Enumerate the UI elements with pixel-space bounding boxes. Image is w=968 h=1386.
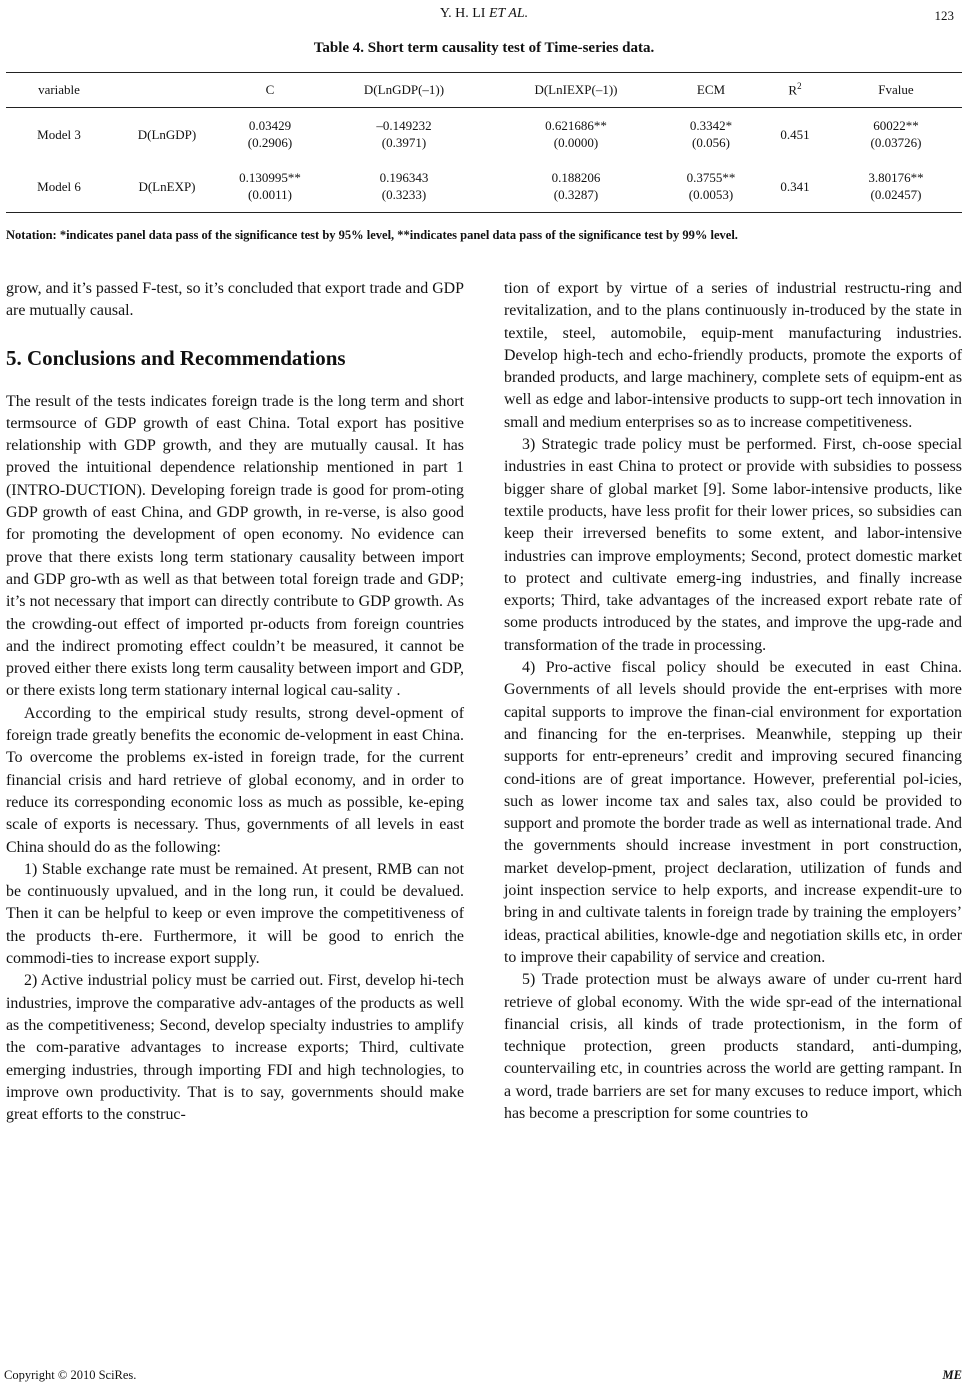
table-row — [6, 160, 962, 213]
causality-table — [6, 72, 962, 213]
table-caption: Table 4. Short term causality test of Time-series data. — [313, 40, 655, 56]
header-cell: D(LnGDP(–1)) — [363, 82, 445, 97]
table-row — [6, 108, 962, 161]
table-cell — [490, 160, 662, 213]
coef: 0.621686** — [545, 118, 607, 133]
p-value: (0.3971) — [381, 135, 427, 150]
coef: 60022** — [873, 118, 919, 133]
p-value: (0.0053) — [688, 187, 734, 202]
paragraph: 4) Pro-active fiscal policy should be executed in east China. Governments of all levels should provide the ent-erprises with more capital supports to improve the finan-cial environment for exportation and financing for the en-terprises. Meanwhile, stepping up their supports for entr-epreneurs’ credit and improving secured financing cond-itions are of great importance. However, preferential pol-icies, such as lower income tax and sales tax, also could be provided to support and promote the border trade as well as international trade. And the governments should increase investment in port construction, market develop-pment, project declaration, utilization of funds and joint inspection service to help exports, and increase expendit-ure to bring in and cultivate talents in foreign trade by training the employers’ ideas, practical abilities, knowle-dge and negotiation skills etc, in order to improve their capability of service and creation. — [504, 659, 962, 966]
p-value: (0.2906) — [247, 135, 293, 150]
p-value: (0.0011) — [248, 187, 292, 202]
right-column — [504, 278, 962, 1125]
header-cell: ECM — [696, 82, 726, 97]
coef: –0.149232 — [376, 118, 432, 133]
paragraph: 2) Active industrial policy must be carried out. First, develop hi-tech industries, improve the comparative adv-antages of the products as well as the competitiveness; Second, develop specialty industries to amplify the com-parative advantages to increase exports; Third, cultivate emerging industries, through importing FDI and high technologies, to improve own productivity. That is to say, governments should make great efforts to the construc- — [6, 972, 464, 1124]
header-cell: Fvalue — [878, 82, 914, 97]
paragraph: 1) Stable exchange rate must be remained. At present, RMB can not be continuously upvalued, and in the long run, it could be devalued. Then it can be helpful to keep or even improve the competitiveness of the products th-ere. Furthermore, it will be good to enrich the commodi-ties to increase export supply. — [6, 860, 464, 968]
paragraph: According to the empirical study results, strong devel-opment of foreign trade greatly benefits the economic de-velopment in east China. To overcome the problems ex-isted in foreign trade, for the current financial crisis and hard retrieve of global economy, and in order to reduce its corresponding economic loss as much as possible, ke-eping scale of exports is necessary. Thus, governments of all levels in east China should do as the following: — [6, 704, 464, 856]
table-cell — [490, 108, 662, 161]
header-cell: variable — [38, 82, 80, 97]
r-superscript: 2 — [797, 81, 802, 92]
table-header-row — [6, 73, 962, 108]
table-cell — [662, 108, 760, 161]
p-value: (0.03726) — [870, 135, 922, 150]
p-value: (0.056) — [692, 135, 730, 150]
model-label: Model 6 — [37, 178, 81, 194]
p-value: (0.0000) — [553, 135, 599, 150]
paragraph: 3) Strategic trade policy must be performed. First, ch-oose special industries in east China to protect or provide with subsidies to possess bigger share of global market [9]. Some labor-intensive products, like textile products, have less profit for their lower prices, so subsidies can keep their irreversed benefits to some extent, and labor-intensive industries can improve employments; Second, protect domestic market to protect and cultivate emerg-ing industries, and finally increase exports; Third, take advantages of the increased export rebate rate of some products introduced by the states, and improve the upg-rade and transformation of the trade in processing. — [504, 436, 962, 654]
table-cell — [222, 108, 318, 161]
header-cell — [112, 73, 222, 108]
header-cell: C — [265, 82, 275, 97]
table-cell — [222, 160, 318, 213]
et-al: ET AL. — [488, 6, 529, 21]
p-value: (0.3233) — [381, 187, 427, 202]
page-number: 123 — [934, 8, 954, 23]
paragraph: 5) Trade protection must be always aware of under cu-rrent hard retrieve of global economy. With the wide spr-ead of the international financial crisis, all kinds of trade protectionism, in the form of technique protection, green products standard, anti-dumping, countervailing etc, in countries across the world are getting rampant. In a word, trade barriers are set for many excuses to reduce import, which has become a prescription for some countries to — [504, 971, 962, 1122]
header-cell-r2 — [760, 73, 830, 108]
model-label: Model 3 — [37, 126, 81, 142]
coef: 0.130995** — [239, 170, 301, 185]
paragraph: grow, and it’s passed F-test, so it’s concluded that export trade and GDP are mutually causal. — [6, 280, 464, 320]
header-cell: D(LnIEXP(–1)) — [534, 82, 618, 97]
running-head-authors — [0, 6, 968, 22]
dependent-variable: D(LnGDP) — [137, 126, 197, 142]
coef: 3.80176** — [868, 170, 924, 185]
coef: 0.3755** — [686, 170, 736, 185]
page-header — [0, 6, 968, 26]
r-label: R — [788, 82, 798, 98]
section-heading: 5. Conclusions and Recommendations — [6, 345, 346, 370]
table-cell — [830, 160, 962, 213]
copyright-notice: Copyright © 2010 SciRes. — [4, 1368, 137, 1382]
coef: 0.196343 — [379, 170, 429, 185]
journal-abbrev: ME — [942, 1368, 962, 1382]
table-cell — [318, 108, 490, 161]
paragraph: tion of export by virtue of a series of industrial restructu-ring and revitalization, and to the plans continuously in-troduced by the state in textile, steel, automobile, equip-ment manufacturing industries. Develop high-tech and echo-friendly products, promote the exports of branded products, and large machinery, complete sets of equipm-ent as well as edge and labor-intensive products to supp-ort tech innovation in small and medium enterprises so as to increase competitiveness. — [504, 280, 962, 431]
p-value: (0.3287) — [553, 187, 599, 202]
r2-value: 0.451 — [780, 126, 810, 142]
left-column — [6, 278, 464, 1126]
table-cell — [318, 160, 490, 213]
table-cell — [662, 160, 760, 213]
coef: 0.3342* — [689, 118, 733, 133]
table-notation: Notation: *indicates panel data pass of the significance test by 95% level, **indicates panel data pass of the significance test by 99% level. — [6, 228, 738, 242]
coef: 0.03429 — [248, 118, 292, 133]
author-name: Y. H. LI — [439, 6, 486, 21]
table-cell — [830, 108, 962, 161]
r2-value: 0.341 — [780, 178, 810, 194]
dependent-variable: D(LnEXP) — [138, 178, 196, 194]
paragraph: The result of the tests indicates foreign trade is the long term and short termsource of GDP growth of east China. Total export has positive relationship with GDP growth, and they are mutually causal. It has proved the intuitional dependence relationship mentioned in part 1 (INTRO-DUCTION). Developing foreign trade is good for prom-oting GDP growth of east China, and GDP growth, in re-verse, is also good for promoting the development of open economy. No evidence can prove that there exists long term stationary causality between import and GDP gro-wth as well as that between total foreign trade and GDP; it’s not necessary that import can directly contribute to GDP growth. As the crowding-out effect of imported pr-oducts from foreign countries and the indirect promoting effect couldn’t be measured, it cannot be proved either there exists long term causality between import and GDP, or there exists long term stationary internal logical cau-sality . — [6, 392, 464, 700]
p-value: (0.02457) — [870, 187, 922, 202]
coef: 0.188206 — [551, 170, 601, 185]
